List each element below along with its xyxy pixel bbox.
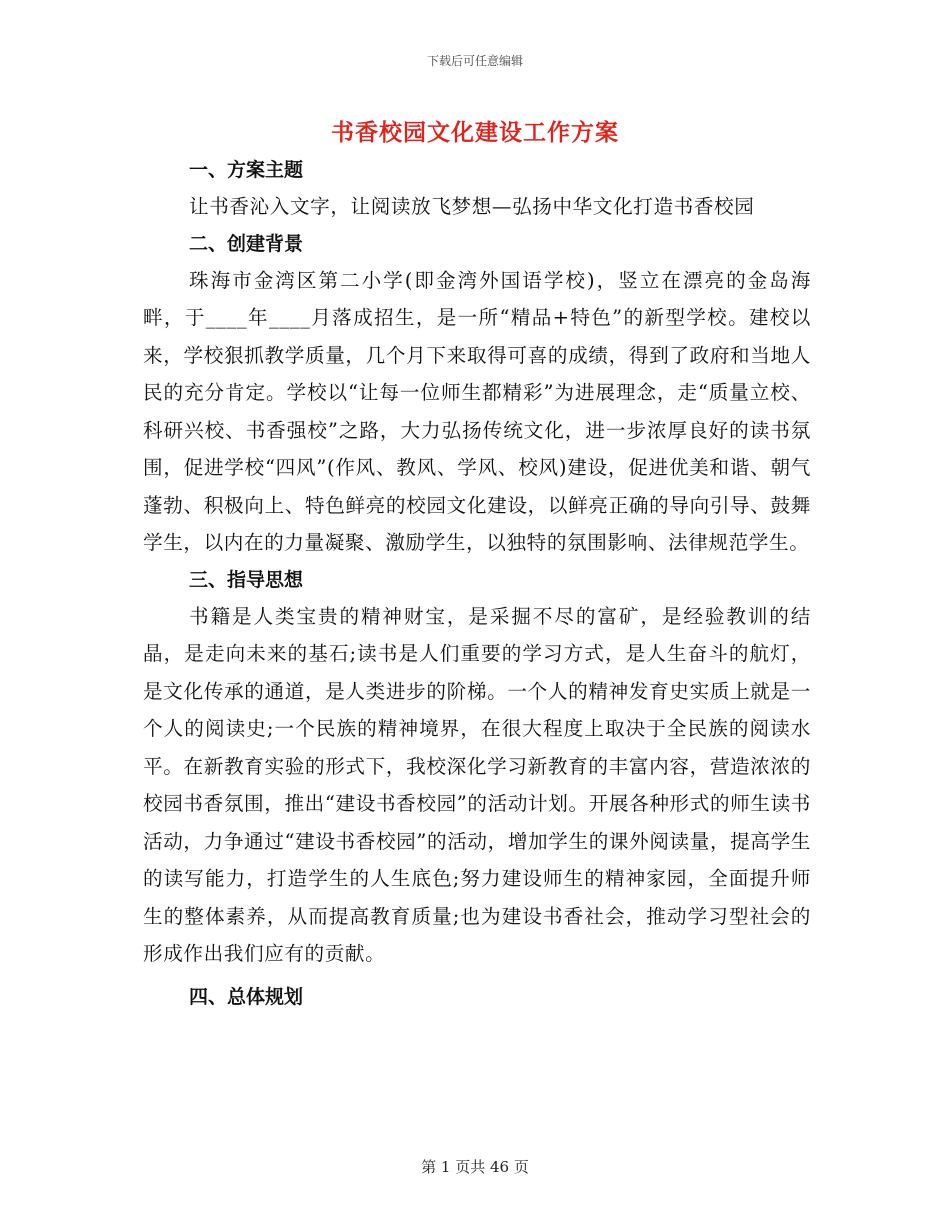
document-body	[143, 152, 811, 1015]
header-note: 下载后可任意编辑	[426, 54, 523, 68]
section-paragraph-theme: 让书香沁入文字，让阅读放飞梦想—弘扬中华文化打造书香校园	[189, 195, 755, 218]
section-heading-background: 二、创建背景	[189, 232, 304, 255]
section-paragraph-guiding-ideology: 书籍是人类宝贵的精神财宝，是采掘不尽的富矿，是经验教训的结晶，是走向未来的基石;读书是人们重要的学习方式，是人生奋斗的航灯，是文化传承的通道，是人类进步的阶梯。一个人的精神发育史实质上就是一个人的阅读史;一个民族的精神境界，在很大程度上取决于全民族的阅读水平。在新教育实验的形式下，我校深化学习新教育的丰富内容，营造浓浓的校园书香氛围，推出“建设书香校园”的活动计划。开展各种形式的师生读书活动，力争通过“建设书香校园”的活动，增加学生的课外阅读量，提高学生的读写能力，打造学生的人生底色;努力建设师生的精神家园，全面提升师生的整体素养，从而提高教育质量;也为建设书香社会，推动学习型社会的形成作出我们应有的贡献。	[143, 604, 811, 965]
document-title: 书香校园文化建设工作方案	[331, 120, 619, 146]
page-footer: 第 1 页共 46 页	[421, 1158, 529, 1176]
section-heading-overall-plan: 四、总体规划	[189, 985, 304, 1008]
section-paragraph-background: 珠海市金湾区第二小学(即金湾外国语学校)，竖立在漂亮的金岛海畔，于____年____月落成招生，是一所“精品+特色”的新型学校。建校以来，学校狠抓教学质量，几个月下来取得可喜的成绩，得到了政府和当地人民的充分肯定。学校以“让每一位师生都精彩”为进展理念，走“质量立校、科研兴校、书香强校”之路，大力弘扬传统文化，进一步浓厚良好的读书氛围，促进学校“四风”(作风、教风、学风、校风)建设，促进优美和谐、朝气蓬勃、积极向上、特色鲜亮的校园文化建设，以鲜亮正确的导向引导、鼓舞学生，以内在的力量凝聚、激励学生，以独特的氛围影响、法律规范学生。	[143, 268, 811, 554]
section-heading-theme: 一、方案主题	[189, 159, 304, 181]
section-heading-guiding-ideology: 三、指导思想	[189, 568, 304, 591]
